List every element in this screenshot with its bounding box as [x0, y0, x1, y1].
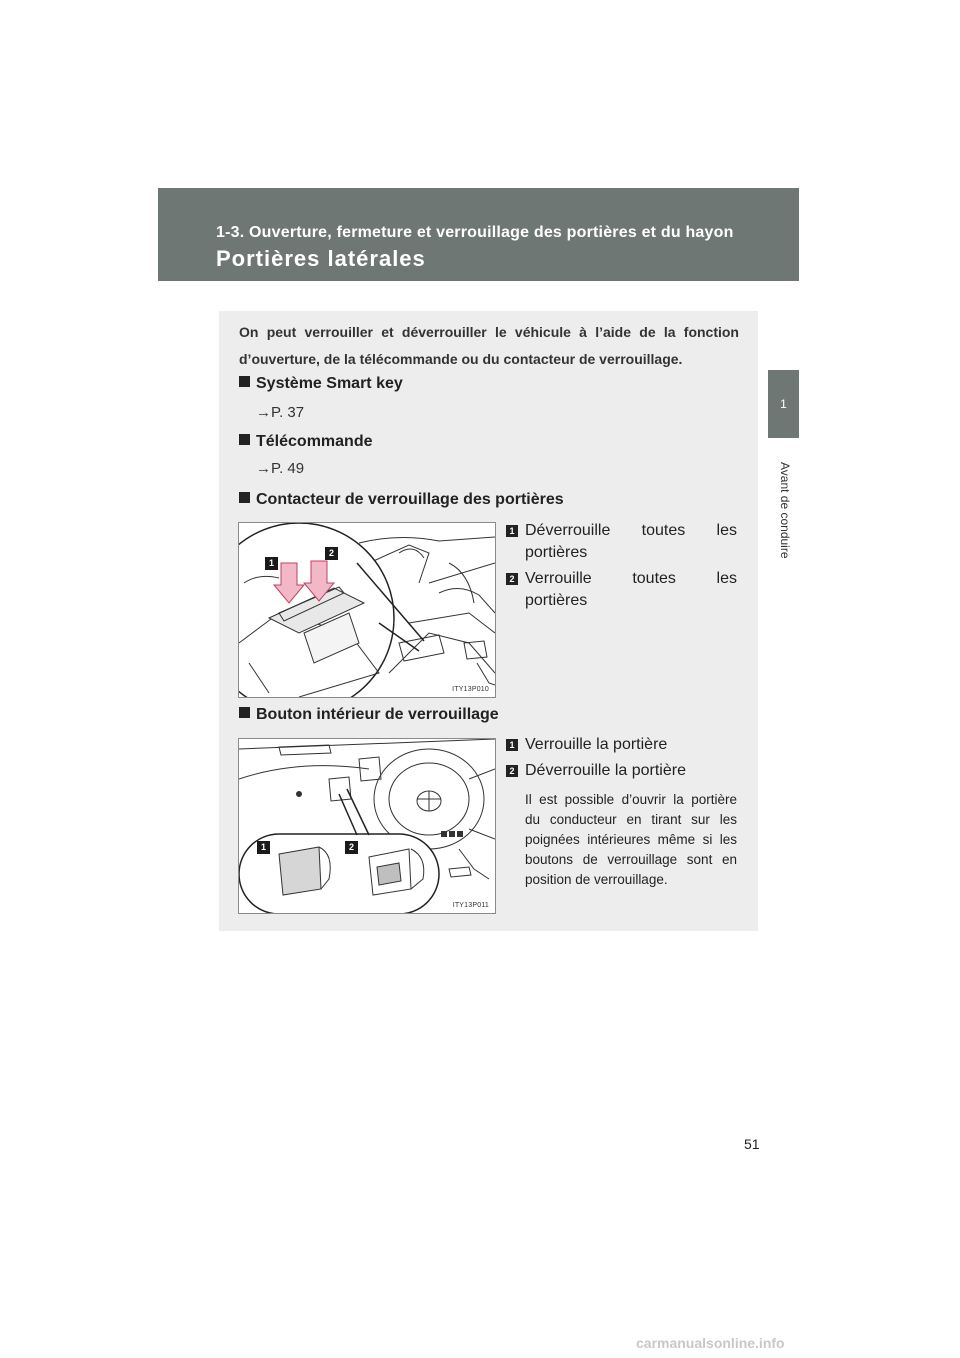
page-ref-remote[interactable]: →P. 49 [256, 460, 305, 477]
list-item: 1 Déverrouille toutes les portières [506, 520, 737, 564]
callout-2: 2 [345, 841, 358, 854]
item-number: 1 [506, 525, 518, 537]
item-number: 1 [506, 739, 518, 751]
figure-code: ITY13P011 [452, 902, 489, 909]
info-note: Il est possible d’ouvrir la portière du conducteur en tirant sur les poignées intérieures même si les boutons de verrouillage sont en position de verrouillage. [525, 792, 737, 887]
heading-smart-key: Système Smart key [239, 375, 403, 393]
figure-code: ITY13P010 [452, 686, 489, 693]
figure-inside-lock-button [238, 738, 496, 914]
heading-inside-button: Bouton intérieur de verrouillage [239, 706, 499, 724]
heading-remote: Télécommande [239, 433, 372, 451]
item-number: 2 [506, 765, 518, 777]
chapter-tab [768, 370, 799, 438]
heading-door-switch: Contacteur de verrouillage des portières [239, 491, 564, 509]
square-bullet-icon [239, 707, 250, 718]
page-ref-smart-key[interactable]: →P. 37 [256, 404, 305, 421]
chapter-number: 1 [780, 397, 787, 411]
callout-2: 2 [325, 547, 338, 560]
list-item: 1 Verrouille la portière [506, 734, 737, 756]
page-title: Portières latérales [216, 246, 426, 271]
square-bullet-icon [239, 434, 250, 445]
intro-text: On peut verrouiller et déverrouiller le véhicule à l’aide de la fonction d’ouverture, de la télécommande ou du contacteur de verrouillage. [239, 324, 739, 367]
chapter-label: Avant de conduire [778, 461, 792, 559]
inside-button-illustration [239, 739, 495, 913]
item-number: 2 [506, 573, 518, 585]
figure-door-lock-switch [238, 522, 496, 698]
watermark: carmanualsonline.info [636, 1335, 785, 1351]
callout-1: 1 [265, 557, 278, 570]
list-item: 2 Verrouille toutes les portières [506, 568, 737, 612]
callout-1: 1 [257, 841, 270, 854]
list-item: 2 Déverrouille la portière [506, 760, 737, 782]
section-title: 1-3. Ouverture, fermeture et verrouillage des portières et du hayon [216, 224, 734, 241]
square-bullet-icon [239, 376, 250, 387]
chapter-header [158, 188, 799, 281]
door-switch-illustration [239, 523, 495, 697]
square-bullet-icon [239, 492, 250, 503]
page-number: 51 [744, 1136, 760, 1152]
